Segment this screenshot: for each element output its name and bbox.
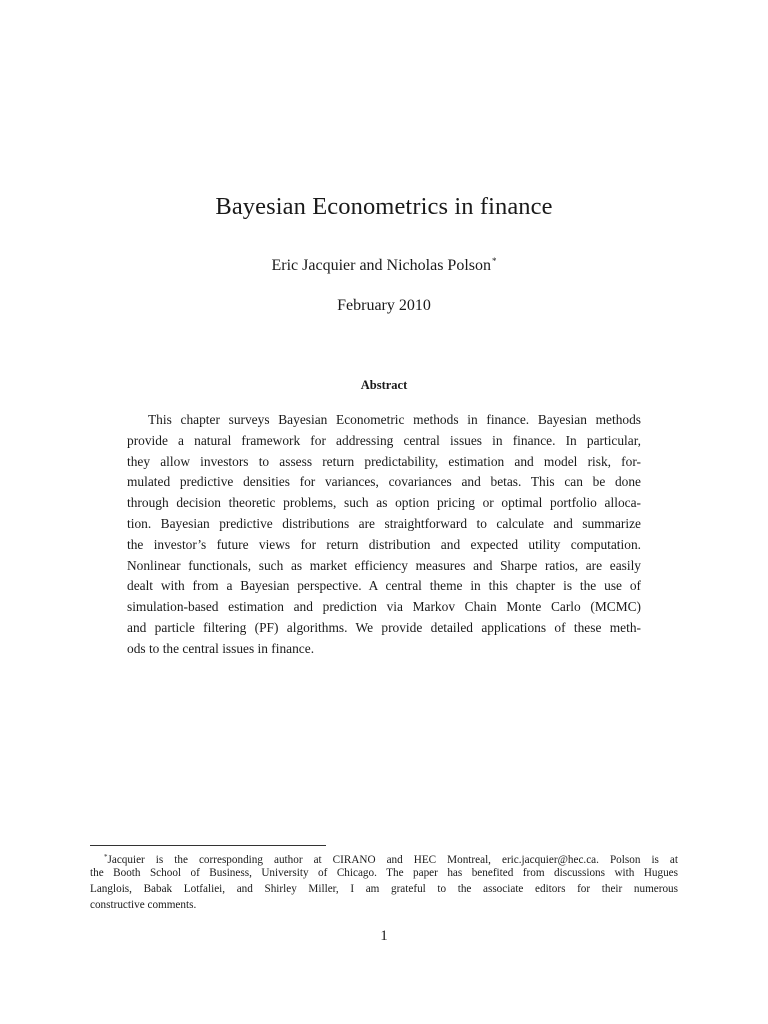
footnote-line-text: Jacquier is the corresponding author at CIRANO and HEC Montreal, eric.jacquier@hec.ca. Polson is at <box>107 854 678 866</box>
footnote-line: Langlois, Babak Lotfaliei, and Shirley Miller, I am grateful to the associate editors for their numerous <box>90 883 678 895</box>
abstract-body <box>127 410 641 660</box>
abstract-line: tion. Bayesian predictive distributions are straightforward to calculate and summarize <box>127 515 641 531</box>
abstract-line: ods to the central issues in finance. <box>127 640 315 656</box>
footnote-mark: * <box>104 853 108 861</box>
paper-date: February 2010 <box>337 297 431 314</box>
abstract-line: provide a natural framework for addressing central issues in finance. In particular, <box>127 432 641 448</box>
footnote-line <box>90 849 678 865</box>
abstract-line: dealt with from a Bayesian perspective. A central theme in this chapter is the use of <box>127 578 641 594</box>
abstract-line: the investor’s future views for return distribution and expected utility computation. <box>127 536 641 552</box>
author-names: Eric Jacquier and Nicholas Polson <box>271 257 491 274</box>
paper-title: Bayesian Econometrics in finance <box>215 193 553 220</box>
footnote <box>90 849 678 913</box>
abstract-line: they allow investors to assess return predictability, estimation and model risk, for- <box>127 453 641 469</box>
paper-authors <box>0 256 768 275</box>
footnote-line: the Booth School of Business, University of Chicago. The paper has benefited from discussions with Hugues <box>90 867 678 879</box>
abstract-line: This chapter surveys Bayesian Econometric methods in finance. Bayesian methods <box>148 412 641 427</box>
abstract-line: Nonlinear functionals, such as market efficiency measures and Sharpe ratios, are easily <box>127 557 641 573</box>
author-footnote-mark: * <box>492 256 497 266</box>
footnote-rule <box>90 845 326 846</box>
abstract-line: simulation-based estimation and prediction via Markov Chain Monte Carlo (MCMC) <box>127 599 641 615</box>
abstract-line: mulated predictive densities for variances, covariances and betas. This can be done <box>127 474 641 490</box>
abstract-line: and particle filtering (PF) algorithms. We provide detailed applications of these meth- <box>127 619 641 635</box>
page-number: 1 <box>380 928 388 944</box>
abstract-heading: Abstract <box>360 378 408 392</box>
footnote-line: constructive comments. <box>90 899 197 911</box>
abstract-line: through decision theoretic problems, such as option pricing or optimal portfolio alloca- <box>127 495 641 511</box>
